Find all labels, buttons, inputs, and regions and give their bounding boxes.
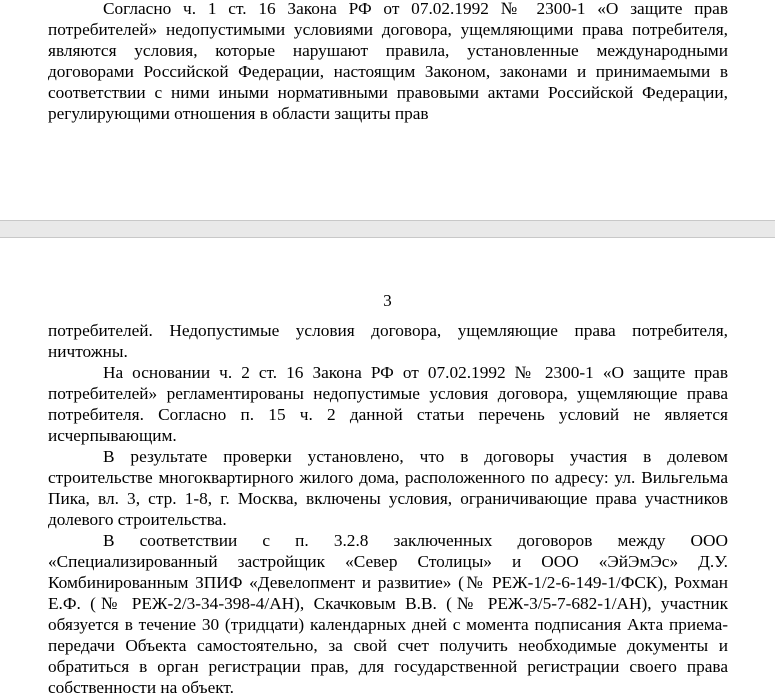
paragraph-continuation: потребителей. Недопустимые условия договора, ущемляющие права потребителя, ничтожны. [48,321,728,361]
page-text [48,320,728,698]
paragraph-contract-clause: В соответствии с п. 3.2.8 заключенных договоров между ООО «Специализированный застройщик «Север Столицы» и ООО «ЭйЭмЭс» Д.У. Комбинированным ЗПИФ «Девелопмент и развитие» (№ РЕЖ-1/2-6-149-1/ФСК), Рохман Е.Ф. (№ РЕЖ-2/3-34-398-4/АН), Скачковым В.В. (№ РЕЖ-3/5-7-682-1/АН), участник обязуется в течение 30 (тридцати) календарных дней с момента подписания Акта приема-передачи Объекта самостоятельно, за свой счет получить необходимые документы и обратиться в орган регистрации прав, для государственной регистрации своего права собственности на объект. [48,531,728,697]
paragraph-inspection-result: В результате проверки установлено, что в договоры участия в долевом строительстве многоквартирного жилого дома, расположенного по адресу: ул. Вильгельма Пика, вл. 3, стр. 1-8, г. Москва, включены условия, ограничивающие права участников долевого строительства. [48,447,728,529]
paragraph-consumer-rights-law: Согласно ч. 1 ст. 16 Закона РФ от 07.02.1992 № 2300-1 «О защите прав потребителей» недопустимыми условиями договора, ущемляющими права потребителя, являются условия, которые нарушают правила, установленные международными договорами Российской Федерации, настоящим Законом, законами и принимаемыми в соответствии с ними иными нормативными правовыми актами Российской Федерации, регулирующими отношения в области защиты прав [48,0,728,123]
page-text [48,0,728,124]
document-page-bottom [0,238,775,695]
page-number: 3 [383,291,392,310]
paragraph-article-16-part-2: На основании ч. 2 ст. 16 Закона РФ от 07.02.1992 № 2300-1 «О защите прав потребителей» регламентированы недопустимые условия договора, ущемляющие права потребителя. Согласно п. 15 ч. 2 данной статьи перечень условий не является исчерпывающим. [48,363,728,445]
page-separator [0,220,775,238]
document-page-top [0,0,775,220]
